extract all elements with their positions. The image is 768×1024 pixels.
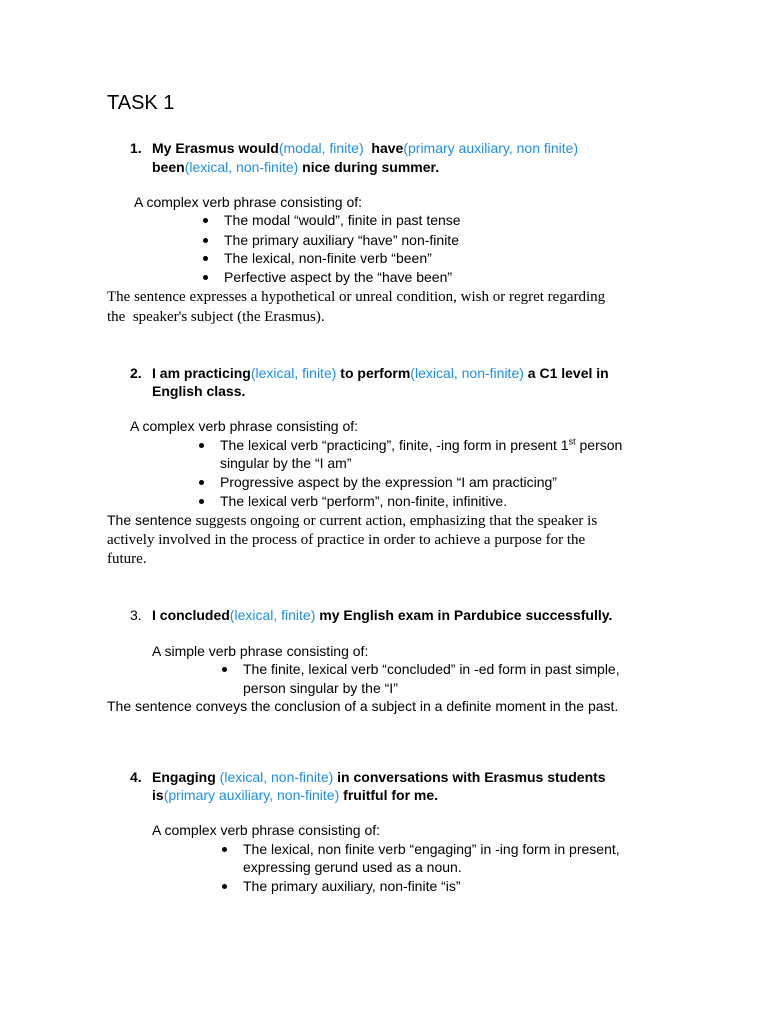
bullet-icon	[203, 218, 208, 223]
bullet-icon	[203, 238, 208, 243]
item-2-conclusion-text: suggests ongoing or current action, emphasizing that the speaker is	[191, 513, 598, 529]
item-2-bullet-1-text-end: person	[575, 437, 623, 453]
bullet-icon	[203, 275, 208, 280]
item-2-bullet-2: Progressive aspect by the expression “I am practicing”	[220, 474, 557, 490]
item-1-annotation-would: (modal, finite)	[278, 140, 364, 156]
item-4-bullet-2: The primary auxiliary, non-finite “is”	[243, 878, 461, 894]
item-4-sentence-middle: in conversations with Erasmus students	[333, 769, 606, 785]
item-4-bullet-1-line-1: The lexical, non finite verb “engaging” in -ing form in present,	[243, 841, 620, 857]
item-2-annotation-practicing: (lexical, finite)	[250, 365, 337, 381]
task-title: TASK 1	[107, 92, 175, 114]
item-1-annotation-been: (lexical, non-finite)	[184, 159, 299, 175]
item-1-conclusion-line-1: The sentence expresses a hypothetical or unreal condition, wish or regret regarding	[107, 289, 606, 305]
item-1-verb-would: My Erasmus would	[152, 140, 279, 156]
item-2-annotation-perform: (lexical, non-finite)	[410, 365, 524, 381]
item-2-conclusion-lead: The sentence	[107, 512, 192, 528]
item-4-verb-is: is	[152, 787, 164, 803]
item-4-verb-engaging: Engaging	[152, 769, 216, 785]
item-2-verb-practicing: I am practicing	[152, 365, 251, 381]
bullet-icon	[199, 499, 204, 504]
item-1-verb-have: have	[363, 140, 404, 156]
item-2-intro: A complex verb phrase consisting of:	[130, 418, 359, 434]
item-2-conclusion-line-3: future.	[107, 551, 147, 567]
item-4-annotation-engaging: (lexical, non-finite)	[215, 769, 334, 785]
item-1-number: 1.	[130, 140, 142, 156]
item-3-intro: A simple verb phrase consisting of:	[152, 643, 369, 659]
item-2-verb-perform: to perform	[336, 365, 411, 381]
item-1-sentence-line-2	[152, 158, 439, 176]
bullet-icon	[199, 443, 204, 448]
item-3-sentence-end: my English exam in Pardubice successfully.	[315, 607, 613, 623]
item-2-conclusion-line-2: actively involved in the process of practice in order to achieve a purpose for the	[107, 532, 586, 548]
item-4-sentence-line-1	[152, 768, 606, 786]
item-2-bullet-1-text: The lexical verb “practicing”, finite, -ing form in present 1	[220, 437, 569, 453]
item-1-annotation-have: (primary auxiliary, non finite)	[403, 140, 579, 156]
item-1-conclusion-line-2: the speaker's subject (the Erasmus).	[107, 309, 325, 325]
item-4-sentence-line-2	[152, 786, 438, 804]
item-1-bullet-1: The modal “would”, finite in past tense	[224, 212, 461, 228]
item-4-number: 4.	[130, 769, 142, 785]
bullet-icon	[222, 847, 227, 852]
item-1-verb-been: been	[152, 159, 185, 175]
item-1-bullet-2: The primary auxiliary “have” non-finite	[224, 232, 459, 248]
item-2-bullet-1-line-2: singular by the “I am”	[220, 455, 352, 471]
item-1-bullet-4: Perfective aspect by the “have been”	[224, 269, 453, 285]
item-3-conclusion: The sentence conveys the conclusion of a subject in a definite moment in the past.	[107, 698, 619, 714]
item-2-conclusion-line-1	[107, 510, 597, 531]
item-3-number: 3.	[130, 607, 142, 623]
item-4-bullet-1-line-2: expressing gerund used as a noun.	[243, 859, 462, 875]
item-2-number: 2.	[130, 365, 142, 381]
item-4-sentence-end: fruitful for me.	[339, 787, 439, 803]
item-3-bullet-1-line-2: person singular by the “I”	[243, 680, 398, 696]
item-2-bullet-1-superscript: st	[568, 436, 576, 447]
item-2-sentence-line-1	[152, 364, 609, 382]
bullet-icon	[222, 667, 227, 672]
item-3-annotation-concluded: (lexical, finite)	[229, 607, 316, 623]
bullet-icon	[222, 884, 227, 889]
item-4-annotation-is: (primary auxiliary, non-finite)	[163, 787, 340, 803]
item-2-bullet-3: The lexical verb “perform”, non-finite, infinitive.	[220, 493, 508, 509]
item-3-sentence-line-1	[152, 606, 612, 624]
item-2-sentence-tail: a C1 level in	[523, 365, 609, 381]
item-1-bullet-3: The lexical, non-finite verb “been”	[224, 250, 432, 266]
bullet-icon	[203, 256, 208, 261]
item-1-sentence-end: nice during summer.	[298, 159, 440, 175]
bullet-icon	[199, 480, 204, 485]
item-2-bullet-1-line-1	[220, 436, 622, 454]
item-3-verb-concluded: I concluded	[152, 607, 230, 623]
item-2-sentence-line-2: English class.	[152, 383, 246, 399]
item-3-bullet-1-line-1: The finite, lexical verb “concluded” in -ed form in past simple,	[243, 661, 620, 677]
item-4-intro: A complex verb phrase consisting of:	[152, 822, 381, 838]
item-1-sentence-line-1	[152, 139, 578, 157]
item-1-intro: A complex verb phrase consisting of:	[134, 194, 363, 210]
